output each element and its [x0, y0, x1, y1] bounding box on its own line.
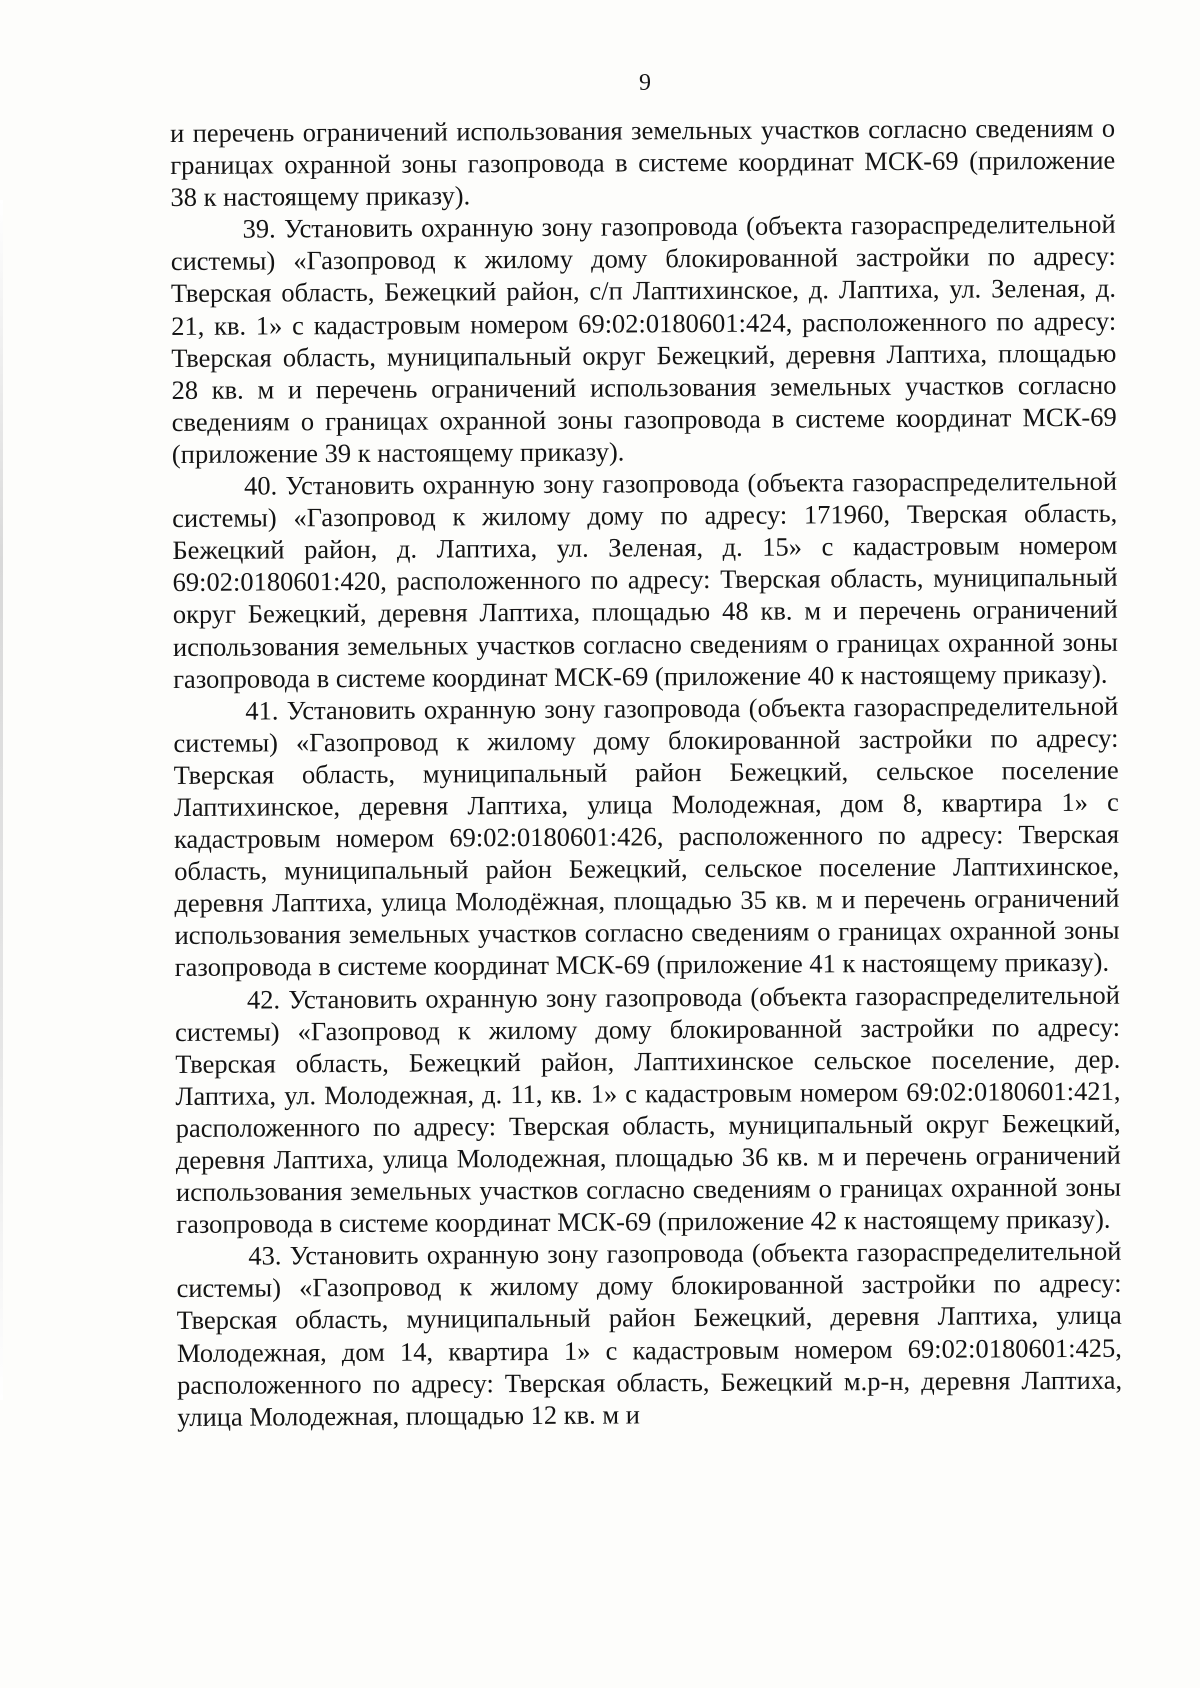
- paragraph-item-39: 39. Установить охранную зону газопровода (объекта газораспределительной системы) «Газопровод к жилому дому блокированной застройки по адресу: Тверская область, Бежецкий район, с/п Лаптихинское, д. Лаптиха, ул. Зеленая, д. 21, кв. 1» с кадастровым номером 69:02:0180601:424, расположенного по адресу: Тверская область, муниципальный округ Бежецкий, деревня Лаптиха, площадью 28 кв. м и перечень ограничений использования земельных участков согласно сведениям о границах охранной зоны газопровода в системе координат МСК-69 (приложение 39 к настоящему приказу).: [170, 209, 1117, 469]
- paragraph-item-43: 43. Установить охранную зону газопровода (объекта газораспределительной системы) «Газопровод к жилому дому блокированной застройки по адресу: Тверская область, муниципальный район Бежецкий, деревня Лаптиха, улица Молодежная, дом 14, квартира 1» с кадастровым номером 69:02:0180601:425, расположенного по адресу: Тверская область, Бежецкий м.р-н, деревня Лаптиха, улица Молодежная, площадью 12 кв. м и: [176, 1235, 1123, 1432]
- paragraph-item-40: 40. Установить охранную зону газопровода (объекта газораспределительной системы) «Газопровод к жилому дому по адресу: 171960, Тверская область, Бежецкий район, д. Лаптиха, ул. Зеленая, д. 15» с кадастровым номером 69:02:0180601:420, расположенного по адресу: Тверская область, муниципальный округ Бежецкий, деревня Лаптиха, площадью 48 кв. м и перечень ограничений использования земельных участков согласно сведениям о границах охранной зоны газопровода в системе координат МСК-69 (приложение 40 к настоящему приказу).: [172, 465, 1119, 694]
- paragraph-item-41: 41. Установить охранную зону газопровода (объекта газораспределительной системы) «Газопровод к жилому дому блокированной застройки по адресу: Тверская область, муниципальный район Бежецкий, сельское поселение Лаптихинское, деревня Лаптиха, улица Молодежная, дом 8, квартира 1» с кадастровым номером 69:02:0180601:426, расположенного по адресу: Тверская область, муниципальный район Бежецкий, сельское поселение Лаптихинское, деревня Лаптиха, улица Молодёжная, площадью 35 кв. м и перечень ограничений использования земельных участков согласно сведениям о границах охранной зоны газопровода в системе координат МСК-69 (приложение 41 к настоящему приказу).: [173, 690, 1120, 983]
- page-number: 9: [639, 70, 651, 96]
- paragraph-continuation: и перечень ограничений использования земельных участков согласно сведениям о границах охранной зоны газопровода в системе координат МСК-69 (приложение 38 к настоящему приказу).: [170, 112, 1116, 213]
- scan-edge: [0, 200, 3, 1400]
- paragraph-item-42: 42. Установить охранную зону газопровода (объекта газораспределительной системы) «Газопровод к жилому дому блокированной застройки по адресу: Тверская область, Бежецкий район, Лаптихинское сельское поселение, дер. Лаптиха, ул. Молодежная, д. 11, кв. 1» с кадастровым номером 69:02:0180601:421, расположенного по адресу: Тверская область, муниципальный округ Бежецкий, деревня Лаптиха, улица Молодежная, площадью 36 кв. м и перечень ограничений использования земельных участков согласно сведениям о границах охранной зоны газопровода в системе координат МСК-69 (приложение 42 к настоящему приказу).: [175, 979, 1122, 1240]
- document-body: [170, 112, 1122, 1433]
